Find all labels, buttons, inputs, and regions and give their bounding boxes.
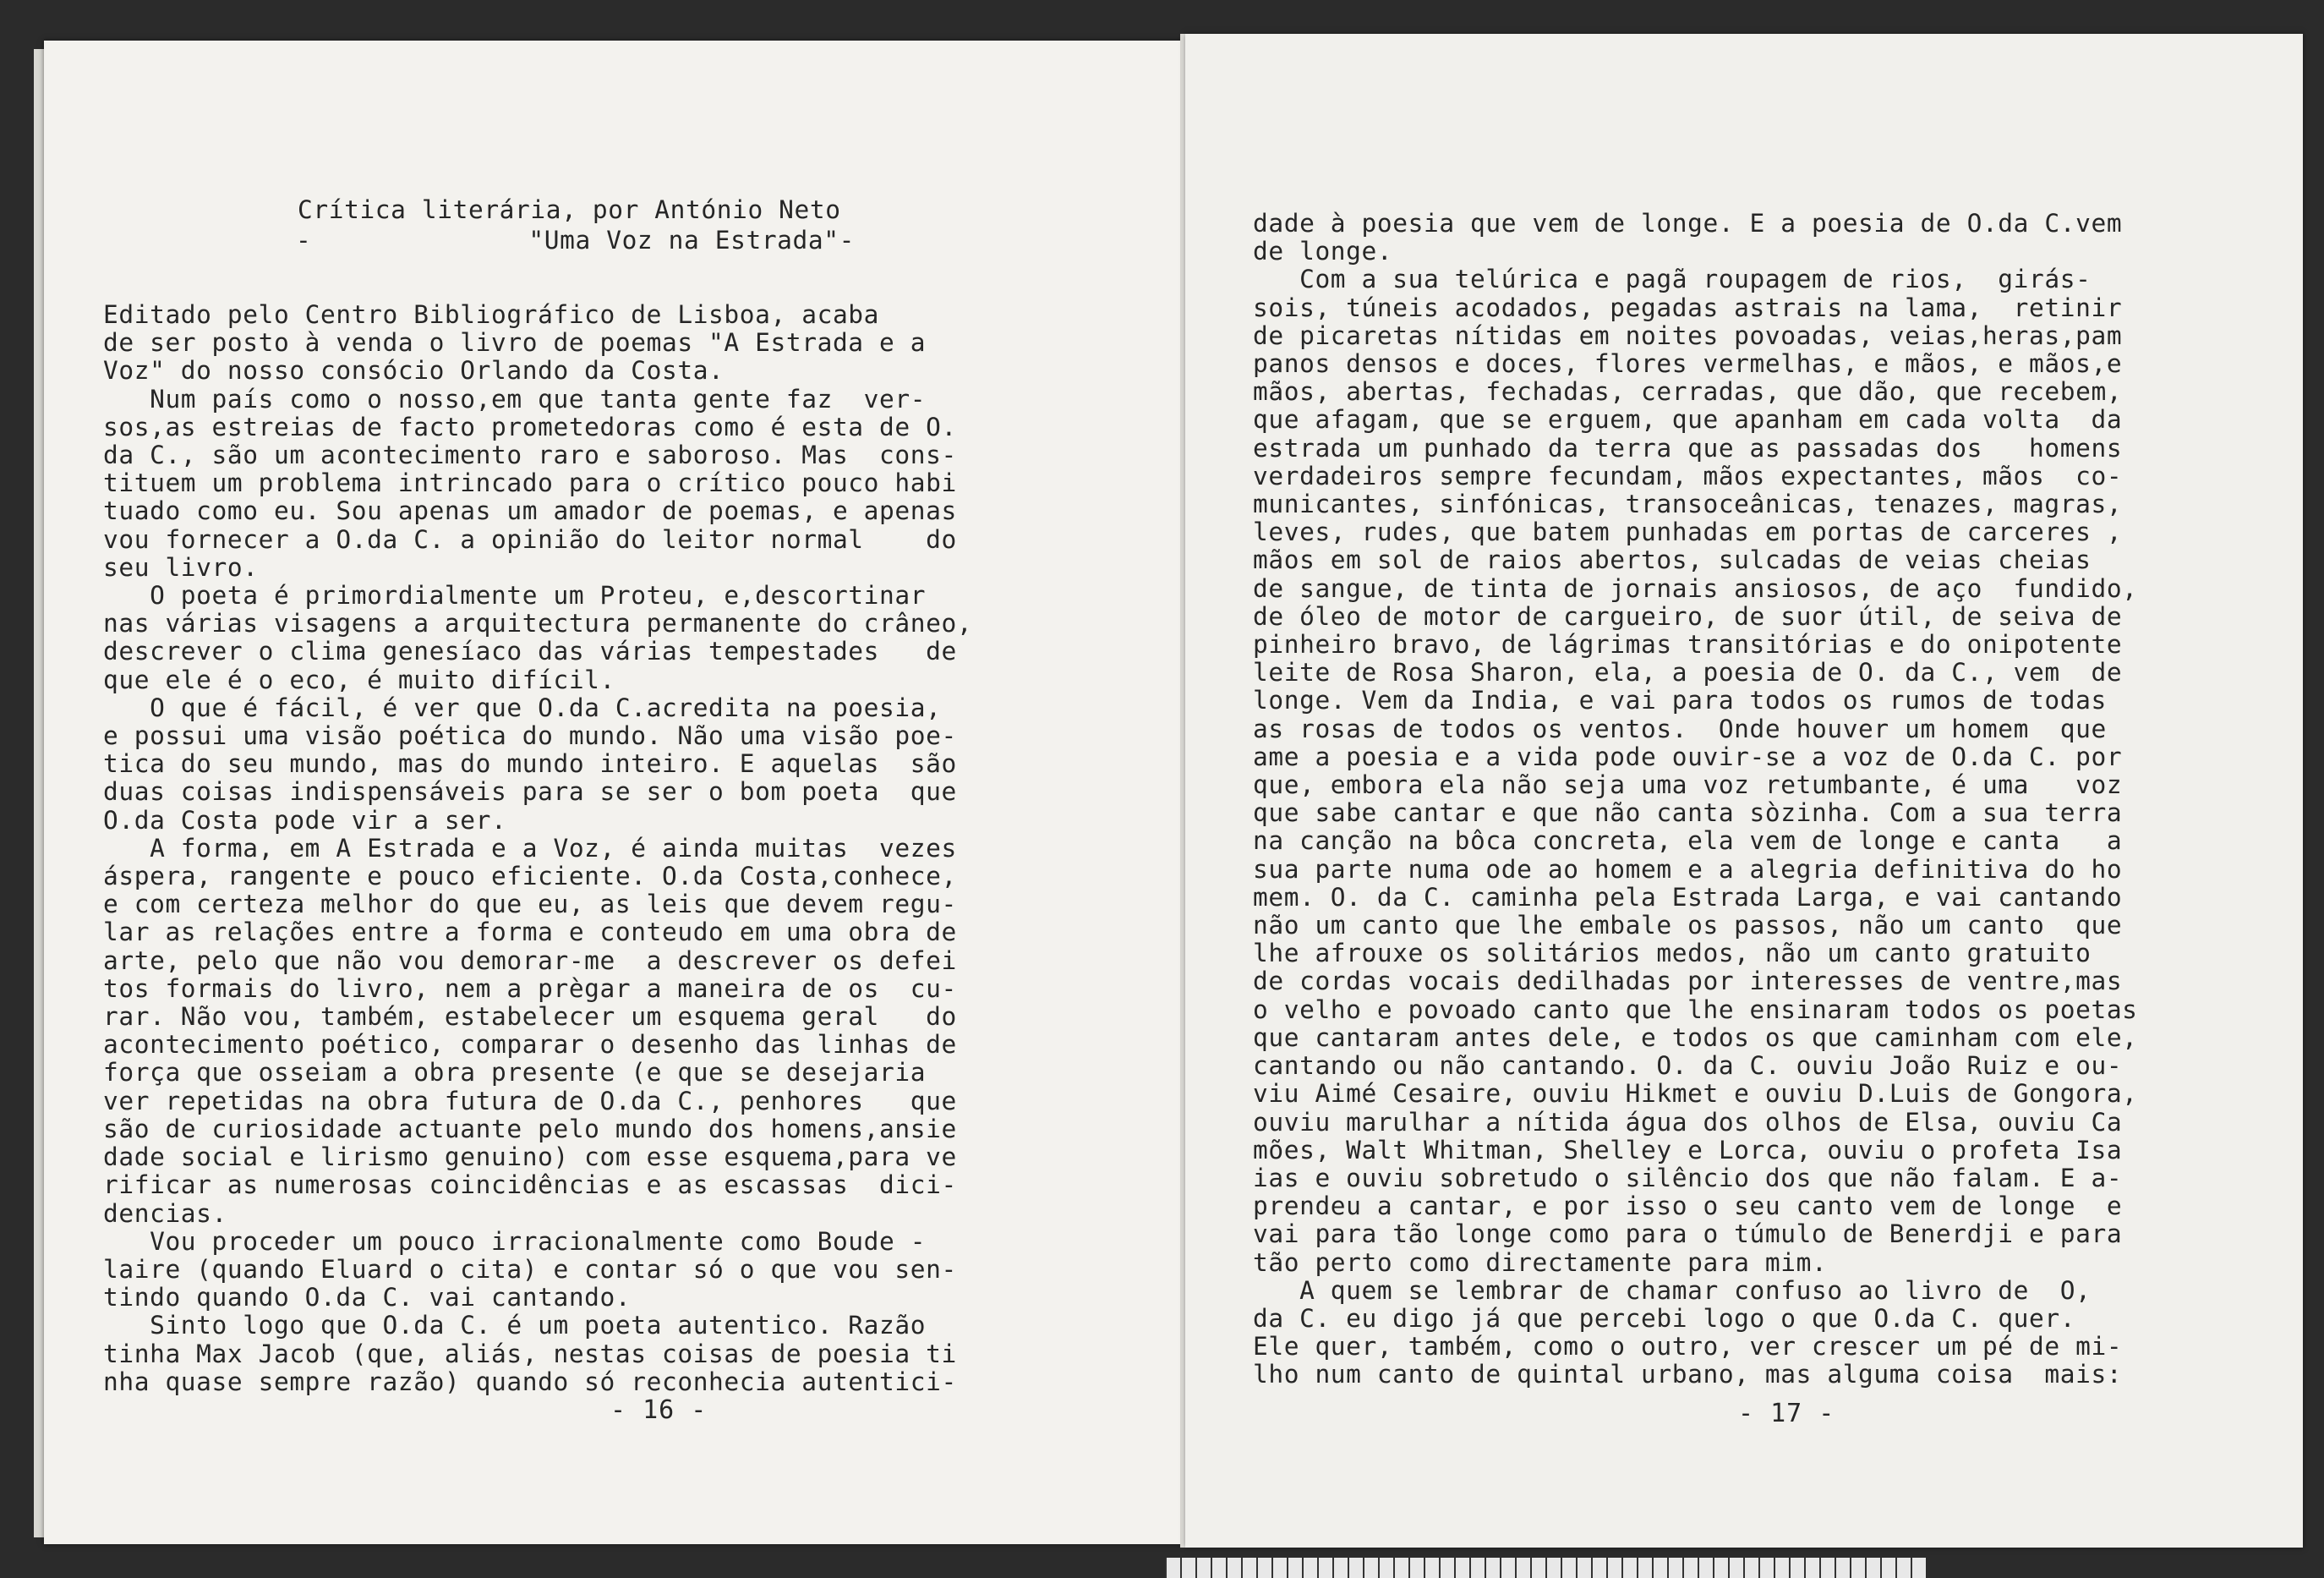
text-line: mem. O. da C. caminha pela Estrada Larga, e vai cantando xyxy=(1253,882,2123,912)
text-line: dade social e lirismo genuino) com esse esquema,para ve xyxy=(103,1142,957,1172)
text-line: Com a sua telúrica e pagã roupagem de rios, girás- xyxy=(1253,265,2092,294)
text-line: ouviu marulhar a nítida água dos olhos de Elsa, ouviu Ca xyxy=(1253,1107,2123,1137)
text-line: mões, Walt Whitman, Shelley e Lorca, ouviu o profeta Isa xyxy=(1253,1135,2123,1164)
text-line: e com certeza melhor do que eu, as leis que devem regu- xyxy=(103,890,957,919)
text-line: são de curiosidade actuante pelo mundo dos homens,ansie xyxy=(103,1114,957,1143)
text-line: Sinto logo que O.da C. é um poeta autentico. Razão xyxy=(103,1311,927,1340)
text-line: sois, túneis acodados, pegadas astrais na lama, retinir xyxy=(1253,293,2123,322)
text-line: que, embora ela não seja uma voz retumbante, é uma voz xyxy=(1253,770,2123,800)
text-line: longe. Vem da India, e vai para todos os rumos de todas xyxy=(1253,686,2107,715)
text-line: que ele é o eco, é muito difícil. xyxy=(103,665,615,694)
left-page-text xyxy=(103,301,972,1396)
text-line: Voz" do nosso consócio Orlando da Costa. xyxy=(103,356,725,386)
article-title: Crítica literária, por António Neto xyxy=(298,195,841,224)
text-line: na canção na bôca concreta, ela vem de longe e canta a xyxy=(1253,826,2123,856)
text-line: Vou proceder um pouco irracionalmente como Boude - xyxy=(103,1226,927,1256)
text-line: O poeta é primordialmente um Proteu, e,descortinar xyxy=(103,581,927,611)
text-line: mãos, abertas, fechadas, cerradas, que dão, que recebem, xyxy=(1253,377,2123,407)
text-line: de sangue, de tinta de jornais ansiosos, de aço fundido, xyxy=(1253,573,2138,603)
right-page-text xyxy=(1253,210,2138,1389)
left-page xyxy=(44,41,1185,1544)
page-number-left: - 16 - xyxy=(610,1395,708,1425)
text-line: nha quase sempre razão) quando só reconhecia autentici- xyxy=(103,1367,957,1396)
text-line: verdadeiros sempre fecundam, mãos expectantes, mãos co- xyxy=(1253,461,2123,490)
text-line: cantando ou não cantando. O. da C. ouviu João Ruiz e ou- xyxy=(1253,1051,2123,1081)
text-line: tos formais do livro, nem a prègar a maneira de os cu- xyxy=(103,973,957,1003)
text-line: descrever o clima genesíaco das várias tempestades de xyxy=(103,637,957,666)
text-line: arte, pelo que não vou demorar-me a descrever os defei xyxy=(103,945,957,975)
text-line: tica do seu mundo, mas do mundo inteiro. E aquelas são xyxy=(103,749,957,779)
text-line: laire (quando Eluard o cita) e contar só o que vou sen- xyxy=(103,1254,957,1284)
text-line: Num país como o nosso,em que tanta gente faz ver- xyxy=(103,384,927,414)
text-line: vai para tão longe como para o túmulo de Benerdji e para xyxy=(1253,1219,2123,1249)
text-line: leite de Rosa Sharon, ela, a poesia de O. da C., vem de xyxy=(1253,658,2123,688)
text-line: da C., são um acontecimento raro e saboroso. Mas cons- xyxy=(103,441,957,470)
text-line: o velho e povoado canto que lhe ensinaram todos os poetas xyxy=(1253,994,2138,1024)
text-line: ias e ouviu sobretudo o silêncio dos que não falam. E a- xyxy=(1253,1163,2123,1192)
text-line: mãos em sol de raios abertos, sulcadas de veias cheias xyxy=(1253,545,2092,575)
text-line: áspera, rangente e pouco eficiente. O.da Costa,conhece, xyxy=(103,862,957,891)
text-line: A quem se lembrar de chamar confuso ao livro de O, xyxy=(1253,1275,2092,1305)
text-line: vou fornecer a O.da C. a opinião do leitor normal do xyxy=(103,524,957,554)
text-line: tão perto como directamente para mim. xyxy=(1253,1247,1828,1277)
text-line: leves, rudes, que batem punhadas em portas de carceres , xyxy=(1253,518,2123,547)
text-line: municantes, sinfónicas, transoceânicas, tenazes, magras, xyxy=(1253,490,2123,519)
text-line: O.da Costa pode vir a ser. xyxy=(103,805,507,835)
text-line: nas várias visagens a arquitectura permanente do crâneo, xyxy=(103,609,973,638)
text-line: de óleo de motor de cargueiro, de suor útil, de seiva de xyxy=(1253,601,2123,631)
text-line: força que osseiam a obra presente (e que se desejaria xyxy=(103,1058,927,1088)
text-line: prendeu a cantar, e por isso o seu canto vem de longe e xyxy=(1253,1192,2123,1221)
text-line: de ser posto à venda o livro de poemas "A Estrada e a xyxy=(103,328,927,358)
text-line: e possui uma visão poética do mundo. Não uma visão poe- xyxy=(103,721,957,751)
right-page xyxy=(1185,34,2303,1548)
text-line: seu livro. xyxy=(103,552,259,582)
text-line: dencias. xyxy=(103,1198,227,1228)
text-line: rar. Não vou, também, estabelecer um esquema geral do xyxy=(103,1002,957,1032)
text-line: viu Aimé Cesaire, ouviu Hikmet e ouviu D.Luis de Gongora, xyxy=(1253,1079,2138,1109)
text-line: sos,as estreias de facto prometedoras como é esta de O. xyxy=(103,412,957,441)
text-line: acontecimento poético, comparar o desenho das linhas de xyxy=(103,1030,957,1060)
text-line: que sabe cantar e que não canta sòzinha. Com a sua terra xyxy=(1253,798,2123,828)
text-line: ver repetidas na obra futura de O.da C., penhores que xyxy=(103,1086,957,1115)
text-line: não um canto que lhe embale os passos, não um canto que xyxy=(1253,911,2123,940)
text-line: da C. eu digo já que percebi logo o que O.da C. quer. xyxy=(1253,1303,2076,1333)
text-line: Editado pelo Centro Bibliográfico de Lisboa, acaba xyxy=(103,300,880,329)
text-line: tuado como eu. Sou apenas um amador de poemas, e apenas xyxy=(103,496,957,526)
text-line: que cantaram antes dele, e todos os que caminham com ele, xyxy=(1253,1022,2138,1052)
text-line: ame a poesia e a vida pode ouvir-se a voz de O.da C. por xyxy=(1253,742,2123,771)
text-line: de cordas vocais dedilhadas por interesses de ventre,mas xyxy=(1253,967,2123,996)
text-line: sua parte numa ode ao homem e a alegria definitiva do ho xyxy=(1253,854,2123,884)
text-line: tindo quando O.da C. vai cantando. xyxy=(103,1283,632,1312)
text-line: lhe afrouxe os solitários medos, não um canto gratuito xyxy=(1253,939,2092,968)
text-line: pinheiro bravo, de lágrimas transitórias e do onipotente xyxy=(1253,630,2123,660)
text-line: lho num canto de quintal urbano, mas alguma coisa mais: xyxy=(1253,1360,2123,1389)
page-number-right: - 17 - xyxy=(1738,1399,1835,1428)
text-line: dade à poesia que vem de longe. E a poesia de O.da C.vem xyxy=(1253,209,2123,238)
text-line: rificar as numerosas coincidências e as escassas dici- xyxy=(103,1170,957,1200)
text-line: panos densos e doces, flores vermelhas, e mãos, e mãos,e xyxy=(1253,349,2123,379)
text-line: Ele quer, também, como o outro, ver crescer um pé de mi- xyxy=(1253,1332,2123,1362)
text-line: tinha Max Jacob (que, aliás, nestas coisas de poesia ti xyxy=(103,1339,957,1368)
text-line: que afagam, que se erguem, que apanham em cada volta da xyxy=(1253,405,2123,435)
text-line: duas coisas indispensáveis para se ser o bom poeta que xyxy=(103,777,957,807)
text-line: tituem um problema intrincado para o crítico pouco habi xyxy=(103,468,957,498)
text-line: lar as relações entre a forma e conteudo em uma obra de xyxy=(103,918,957,947)
article-subtitle: - "Uma Voz na Estrada"- xyxy=(296,226,855,255)
article-header xyxy=(298,195,855,255)
text-line: O que é fácil, é ver que O.da C.acredita na poesia, xyxy=(103,693,942,722)
text-line: de longe. xyxy=(1253,237,1393,266)
text-line: A forma, em A Estrada e a Voz, é ainda muitas vezes xyxy=(103,833,957,863)
text-line: as rosas de todos os ventos. Onde houver um homem que xyxy=(1253,714,2107,743)
text-line: de picaretas nítidas em noites povoadas, veias,heras,pam xyxy=(1253,321,2123,350)
text-line: estrada um punhado da terra que as passadas dos homens xyxy=(1253,433,2123,463)
scale-ruler xyxy=(1165,1558,1926,1578)
